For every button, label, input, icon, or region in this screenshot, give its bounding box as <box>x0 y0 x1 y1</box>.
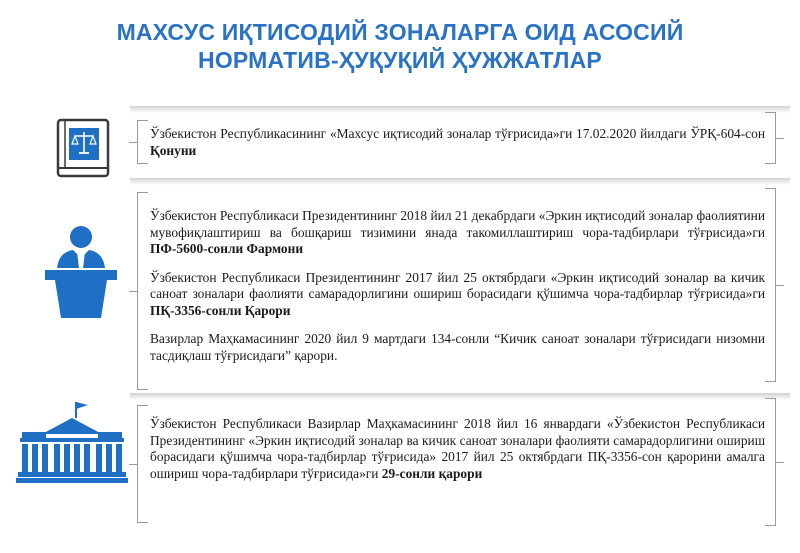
section-3-right-bracket <box>765 398 776 526</box>
section-2-right-bracket <box>765 188 776 382</box>
section-1-text <box>150 126 765 171</box>
document-item: Ўзбекистон Республикасининг «Махсус иқтисодий зоналар тўғрисида»ги 17.02.2020 йилдаги ЎРҚ-604-сон Қонуни <box>150 126 765 158</box>
section-divider-shadow <box>130 393 790 400</box>
section-1-left-bracket <box>137 120 148 164</box>
document-item: Вазирлар Маҳкамасининг 2020 йил 9 мартдаги 134-сонли “Кичик саноат зоналари тўғрисидаги низомни тасдиқлаш тўғрисидаги” қарори. <box>150 331 765 363</box>
law-book-icon <box>55 118 113 180</box>
page-title-line-2: НОРМАТИВ-ҲУҚУҚИЙ ҲУЖЖАТЛАР <box>198 47 602 73</box>
speaker-podium-icon <box>43 224 119 320</box>
section-3-text <box>150 416 765 494</box>
page-title <box>0 18 800 74</box>
government-building-icon <box>16 400 128 484</box>
section-divider-shadow <box>130 178 790 185</box>
document-item: Ўзбекистон Республикаси Вазирлар Маҳкамасининг 2018 йил 16 январдаги «Ўзбекистон Республикаси Президентининг «Эркин иқтисодий зоналар ва кичик саноат зоналари фаолияти самарадорлигини ошириш борасидаги қўшимча чора-тадбирлар тўғрисида» 2017 йил 25 октябрдаги ПҚ-3356-сон қарорини амалга ошириш чора-тадбирлари тўғрисида»ги 29-сонли қарори <box>150 416 765 481</box>
document-item: Ўзбекистон Республикаси Президентининг 2017 йил 25 октябрдаги «Эркин иқтисодий зоналар ва кичик саноат зоналари фаолияти самарадорлигини ошириш борасидаги қўшимча чора-тадбирлар тўғрисида»ги ПҚ-3356-сонли Қарори <box>150 269 765 318</box>
section-2-text <box>150 208 765 376</box>
page-title-line-1: МАХСУС ИҚТИСОДИЙ ЗОНАЛАРГА ОИД АСОСИЙ <box>116 19 684 45</box>
section-1-right-bracket <box>765 112 776 164</box>
section-3-left-bracket <box>137 405 148 523</box>
section-divider-shadow <box>130 106 790 113</box>
section-2-left-bracket <box>137 192 148 390</box>
document-item: Ўзбекистон Республикаси Президентининг 2018 йил 21 декабрдаги «Эркин иқтисодий зоналар фаолиятини мувофиқлаштириш ва бошқариш тизимини янада такомиллаштириш чора-тадбирлари тўғрисида»ги ПФ-5600-сонли Фармони <box>150 208 765 256</box>
